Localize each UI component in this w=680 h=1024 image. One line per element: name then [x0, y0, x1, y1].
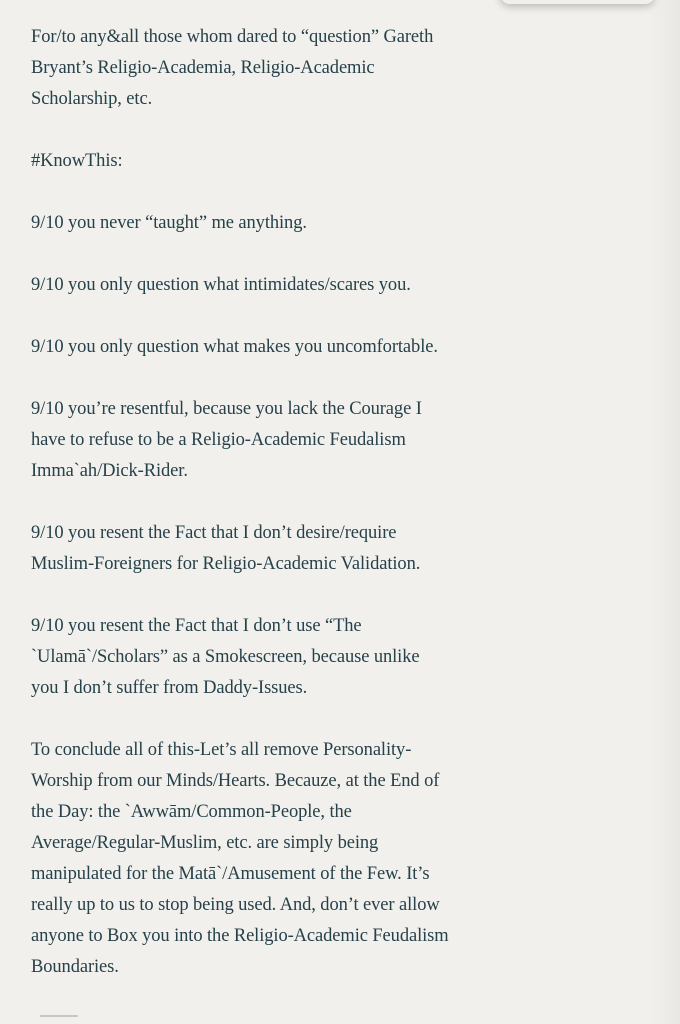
statement-paragraph-5: 9/10 you resent the Fact that I don’t desire/require Muslim-Foreigners for Religio-Academic Validation. — [31, 523, 421, 574]
hashtag-paragraph: #KnowThis: — [31, 151, 123, 171]
article-body — [31, 22, 501, 983]
page-edge-shade — [650, 0, 680, 1024]
intro-paragraph: For/to any&all those whom dared to “question” Gareth Bryant’s Religio-Academia, Religio-Academic Scholarship, etc. — [31, 27, 434, 109]
statement-paragraph-4: 9/10 you’re resentful, because you lack the Courage I have to refuse to be a Religio-Academic Feudalism Imma`ah/Dick-Rider. — [31, 399, 422, 481]
conclusion-paragraph: To conclude all of this-Let’s all remove Personality- Worship from our Minds/Hearts. Becauze, at the End of the Day: the `Awwām/Common-People, the Average/Regular-Muslim, etc. are simply being manipulated for the Matā`/Amusement of the Few. It’s really up to us to stop being used. And, don’t ever allow anyone to Box you into the Religio-Academic Feudalism Boundaries. — [31, 740, 449, 977]
statement-paragraph-2: 9/10 you only question what intimidates/scares you. — [31, 275, 411, 295]
statement-paragraph-6: 9/10 you resent the Fact that I don’t use “The `Ulamā`/Scholars” as a Smokescreen, because unlike you I don’t suffer from Daddy-Issues. — [31, 616, 420, 698]
floating-bar-shadow — [500, 0, 655, 4]
statement-paragraph-3: 9/10 you only question what makes you uncomfortable. — [31, 337, 438, 357]
statement-paragraph-1: 9/10 you never “taught” me anything. — [31, 213, 307, 233]
clipped-next-line — [40, 1015, 78, 1017]
